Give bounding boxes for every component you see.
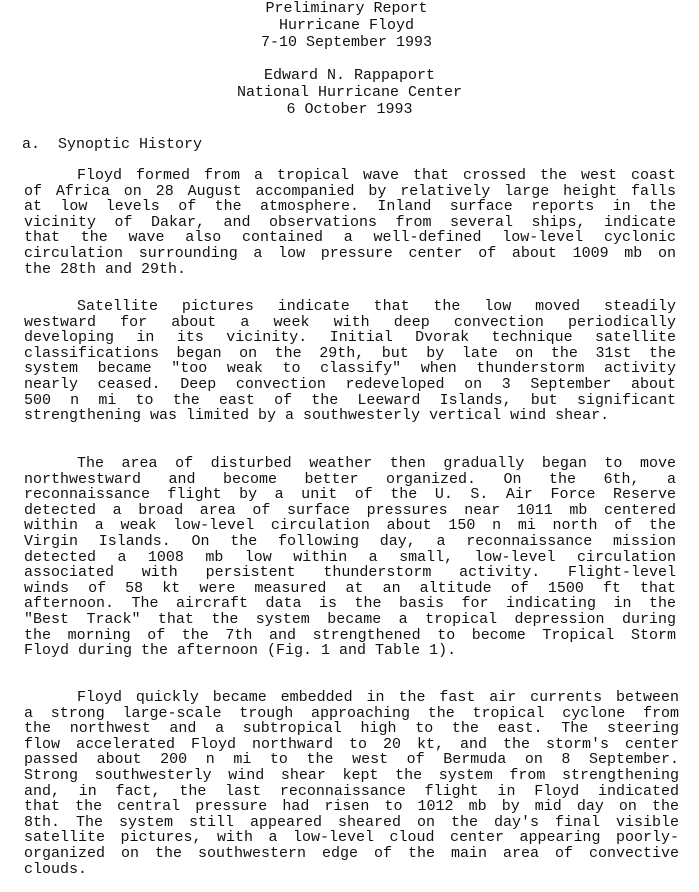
author-name: Edward N. Rappaport [263,67,436,84]
paragraph-line: that the wave also contained a well-defined low-level cyclonic [24,229,676,247]
report-title-block [0,0,696,51]
paragraph-line: associated with persistent thunderstorm activity. Flight-level [24,564,676,582]
paragraph-line: satellite pictures, with a low-level cloud center appearing poorly- [24,829,679,847]
paragraph-line: Strong southwesterly wind shear kept the system from strengthening [24,766,679,784]
paragraph-line: the northwest and a subtropical high to the east. The steering [24,720,679,738]
paragraph-line: 8th. The system still appeared sheared on the day's final visible [24,813,679,831]
paragraph-line: the morning of the 7th and strengthened to become Tropical Storm [24,626,676,644]
paragraph-line: within a weak low-level circulation about 150 n mi north of the [24,517,676,535]
paragraph-line: Virgin Islands. On the following day, a reconnaissance mission [24,532,676,550]
paragraph-line: afternoon. The aircraft data is the basis for indicating in the [24,595,676,613]
section-heading: a. Synoptic History [22,136,203,153]
paragraph-line: Satellite pictures indicate that the low moved steadily [77,298,676,315]
paragraph-line: "Best Track" that the system became a tropical depression during [24,610,676,628]
paragraph-line: that the central pressure had risen to 1012 mb by mid day on the [24,798,679,816]
paragraph-2 [24,299,676,424]
paragraph-line: northwestward and become better organized. On the 6th, a [24,470,676,488]
paragraph-line: strengthening was limited by a southwesterly vertical wind shear. [24,407,610,425]
paragraph-line: organized on the southwestern edge of the main area of convective [24,844,679,862]
paragraph-line: detected a 1008 mb low within a small, low-level circulation [24,548,676,566]
paragraph-line: classifications began on the 29th, but by late on the 31st the [24,344,676,362]
paragraph-line: westward for about a week with deep convection periodically [24,313,676,331]
paragraph-3 [24,456,676,659]
paragraph-line: a strong large-scale trough approaching the tropical cyclone from [24,704,679,722]
paragraph-line: and, in fact, the last reconnaissance flight in Floyd indicated [24,782,679,800]
paragraph-line: developing in its vicinity. Initial Dvorak technique satellite [24,329,676,347]
paragraph-line: at low levels of the atmosphere. Inland surface reports in the [24,198,676,216]
paragraph-line: Floyd during the afternoon (Fig. 1 and Table 1). [24,642,457,660]
paragraph-line: Floyd formed from a tropical wave that crossed the west coast [77,167,676,184]
storm-name: Hurricane Floyd [278,17,415,34]
paragraph-line: flow accelerated Floyd northward to 20 kt, and the storm's center [24,735,679,753]
storm-dates: 7-10 September 1993 [260,34,433,51]
paragraph-line: reconnaissance flight by a unit of the U. S. Air Force Reserve [24,486,676,504]
paragraph-line: 500 n mi to the east of the Leeward Islands, but significant [24,391,676,409]
paragraph-1 [24,168,676,277]
report-date: 6 October 1993 [286,101,413,118]
author-block [0,67,699,118]
paragraph-line: the 28th and 29th. [24,260,187,278]
paragraph-line: Floyd quickly became embedded in the fast air currents between [77,689,679,706]
paragraph-line: winds of 58 kt were measured at an altitude of 1500 ft that [24,579,676,597]
paragraph-line: clouds. [24,860,88,878]
paragraph-line: vicinity of Dakar, and observations from several ships, indicate [24,213,676,231]
author-organization: National Hurricane Center [236,84,463,101]
paragraph-line: of Africa on 28 August accompanied by relatively large height falls [24,182,676,200]
paragraph-4 [24,690,679,877]
paragraph-line: system became "too weak to classify" when thunderstorm activity [24,360,676,378]
report-title: Preliminary Report [265,0,428,17]
paragraph-line: detected a broad area of surface pressures near 1011 mb centered [24,501,676,519]
paragraph-line: The area of disturbed weather then gradually began to move [77,455,676,472]
paragraph-line: passed about 200 n mi to the west of Bermuda on 8 September. [24,751,679,769]
paragraph-line: circulation surrounding a low pressure center of about 1009 mb on [24,244,676,262]
paragraph-line: nearly ceased. Deep convection redeveloped on 3 September about [24,375,676,393]
